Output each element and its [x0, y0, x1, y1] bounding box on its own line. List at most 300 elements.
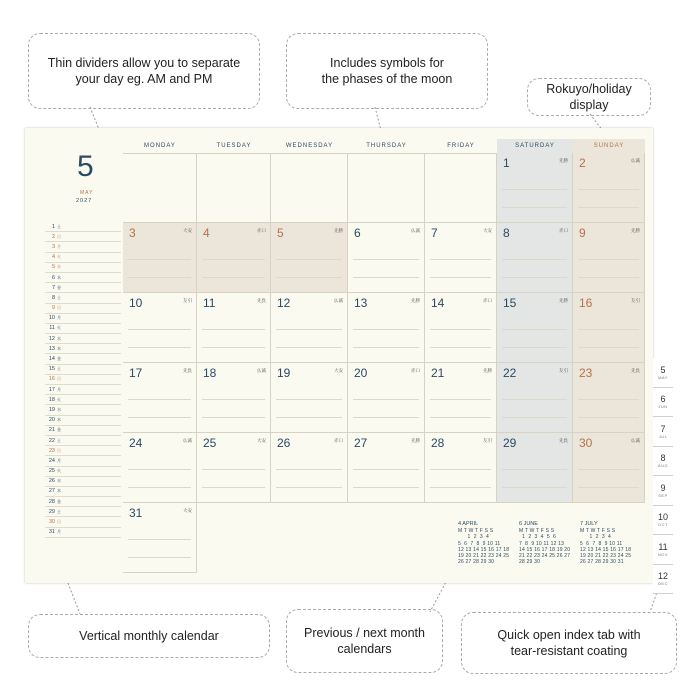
divider-line: [353, 329, 419, 330]
rokuyo-label: 赤口: [411, 368, 420, 373]
divider-line: [276, 417, 342, 418]
day-cell[interactable]: [497, 433, 573, 503]
divider-line: [502, 189, 567, 190]
divider-line: [276, 277, 342, 278]
day-cell[interactable]: [425, 223, 497, 293]
day-cell[interactable]: [573, 363, 645, 433]
index-tab[interactable]: [653, 535, 673, 565]
divider-line: [502, 207, 567, 208]
day-cell[interactable]: [197, 363, 271, 433]
side-day-row: [45, 487, 121, 497]
day-cell[interactable]: [271, 503, 348, 573]
day-number: 2: [579, 156, 586, 170]
side-day-number: 10: [48, 315, 55, 322]
day-cell[interactable]: [197, 293, 271, 363]
divider-line: [578, 347, 639, 348]
callout-index: Quick open index tab with tear-resistant coating: [461, 612, 677, 674]
month-name: MAY: [80, 190, 94, 196]
divider-line: [578, 469, 639, 470]
divider-line: [502, 259, 567, 260]
day-cell[interactable]: [348, 363, 425, 433]
mini-calendar-row: 26 27 28 29 30: [458, 559, 495, 566]
day-number: 10: [129, 296, 143, 310]
rokuyo-label: 赤口: [483, 298, 492, 303]
mini-calendar-row: 7 8 9 10 11 12 13: [519, 540, 565, 547]
mini-calendar-row: M T W T F S S: [580, 528, 616, 534]
mini-calendar-row: 14 15 16 17 18 19 20: [519, 546, 571, 553]
weekday-header-sunday: SUNDAY: [573, 139, 645, 154]
divider-line: [578, 207, 639, 208]
side-day-number: 27: [48, 488, 55, 495]
index-tab[interactable]: [653, 447, 673, 477]
side-day-number: 28: [48, 498, 55, 505]
side-day-row: [45, 273, 121, 283]
rokuyo-label: 赤口: [334, 438, 343, 443]
side-day-row: [45, 263, 121, 273]
divider-line: [353, 347, 419, 348]
day-number: 7: [431, 226, 438, 240]
index-tab-number: 10: [657, 512, 668, 523]
divider-line: [202, 347, 265, 348]
mini-calendar-june: [519, 521, 570, 566]
day-cell[interactable]: [271, 153, 348, 223]
index-tab-month: MAY: [658, 374, 668, 380]
side-day-row: [45, 334, 121, 344]
side-day-number: 19: [48, 406, 55, 413]
divider-line: [128, 329, 191, 330]
day-cell[interactable]: [197, 503, 271, 573]
rokuyo-label: 先勝: [411, 438, 420, 443]
divider-line: [128, 399, 191, 400]
index-tab-month: NOV: [657, 551, 669, 557]
day-cell[interactable]: [573, 293, 645, 363]
rokuyo-label: 友引: [559, 368, 568, 373]
weekday-header-tuesday: TUESDAY: [197, 139, 271, 154]
side-day-row: [45, 395, 121, 405]
divider-line: [502, 399, 567, 400]
callout-dividers: Thin dividers allow you to separate your day eg. AM and PM: [28, 33, 260, 109]
day-cell[interactable]: [271, 223, 348, 293]
side-day-row: [45, 446, 121, 456]
divider-line: [276, 487, 342, 488]
day-number: 28: [431, 436, 445, 450]
divider-line: [578, 329, 639, 330]
day-cell[interactable]: [348, 433, 425, 503]
side-day-number: 15: [48, 366, 55, 373]
divider-line: [430, 487, 491, 488]
divider-line: [128, 469, 191, 470]
index-tab[interactable]: [653, 417, 673, 447]
index-tab-month: DEC: [658, 581, 668, 587]
divider-line: [276, 259, 342, 260]
divider-line: [502, 277, 567, 278]
day-cell[interactable]: [348, 293, 425, 363]
day-cell[interactable]: [425, 293, 497, 363]
side-day-weekday: 月: [57, 243, 61, 249]
day-number: 12: [277, 296, 291, 310]
side-day-weekday: 土: [57, 437, 61, 443]
divider-line: [128, 347, 191, 348]
day-number: 15: [503, 296, 517, 310]
side-day-number: 20: [48, 417, 55, 424]
day-cell[interactable]: [123, 293, 197, 363]
day-number: 26: [277, 436, 291, 450]
rokuyo-label: 先負: [257, 298, 266, 303]
index-tab-month: AUG: [657, 463, 669, 469]
day-number: 21: [431, 366, 445, 380]
rokuyo-label: 大安: [334, 368, 343, 373]
side-day-number: 24: [48, 457, 55, 464]
rokuyo-label: 仏滅: [257, 368, 266, 373]
side-day-row: [45, 222, 121, 232]
side-day-row: [45, 314, 121, 324]
index-tab[interactable]: [653, 565, 673, 595]
divider-line: [276, 399, 342, 400]
divider-line: [430, 417, 491, 418]
side-day-row: [45, 344, 121, 354]
side-day-number: 18: [48, 396, 55, 403]
side-day-row: [45, 405, 121, 415]
side-day-row: [45, 293, 121, 303]
day-number: 5: [277, 226, 284, 240]
rokuyo-label: 先勝: [559, 158, 568, 163]
day-cell[interactable]: [497, 363, 573, 433]
weekday-header-saturday: SATURDAY: [497, 139, 573, 154]
day-cell[interactable]: [348, 503, 425, 573]
day-number: 11: [203, 296, 216, 310]
mini-calendar-row: 1 2 3 4 5 6: [519, 534, 556, 541]
day-cell[interactable]: [348, 153, 425, 223]
rokuyo-label: 赤口: [257, 228, 266, 233]
day-number: 17: [129, 366, 143, 380]
side-day-number: 13: [48, 345, 55, 352]
day-number: 19: [277, 366, 291, 380]
day-cell[interactable]: [425, 433, 497, 503]
index-tab-number: 9: [660, 482, 666, 493]
divider-line: [128, 539, 191, 540]
day-number: 14: [431, 296, 445, 310]
mini-calendar-row: 5 6 7 8 9 10 11: [458, 540, 501, 547]
divider-line: [276, 329, 342, 330]
side-day-number: 25: [48, 468, 55, 475]
divider-line: [202, 277, 265, 278]
day-number: 9: [579, 226, 586, 240]
side-day-row: [45, 354, 121, 364]
divider-line: [202, 487, 265, 488]
divider-line: [430, 277, 491, 278]
rokuyo-label: 友引: [483, 438, 492, 443]
day-cell[interactable]: [425, 153, 497, 223]
side-day-row: [45, 497, 121, 507]
day-cell[interactable]: [573, 223, 645, 293]
divider-line: [578, 277, 639, 278]
rokuyo-label: 大安: [483, 228, 492, 233]
index-tab-number: 11: [658, 541, 668, 552]
divider-line: [430, 469, 491, 470]
side-day-number: 7: [51, 284, 55, 291]
day-cell[interactable]: [123, 503, 197, 573]
divider-line: [202, 399, 265, 400]
index-tab-number: 12: [657, 571, 668, 582]
rokuyo-label: 先勝: [559, 298, 568, 303]
divider-line: [578, 399, 639, 400]
divider-line: [128, 417, 191, 418]
side-day-weekday: 火: [57, 468, 61, 474]
rokuyo-label: 先負: [631, 368, 640, 373]
rokuyo-label: 先負: [183, 368, 192, 373]
side-day-number: 26: [48, 478, 55, 485]
day-number: 31: [129, 506, 143, 520]
side-day-number: 8: [51, 294, 55, 301]
month-number: 5: [77, 150, 94, 183]
day-cell[interactable]: [123, 223, 197, 293]
side-day-row: [45, 385, 121, 395]
day-cell[interactable]: [197, 433, 271, 503]
day-cell[interactable]: [497, 223, 573, 293]
side-day-number: 17: [48, 386, 55, 393]
side-day-number: 29: [48, 508, 55, 515]
rokuyo-label: 先勝: [483, 368, 492, 373]
side-day-weekday: 水: [57, 335, 61, 341]
side-day-number: 23: [48, 447, 55, 454]
day-number: 29: [503, 436, 517, 450]
divider-line: [430, 399, 491, 400]
side-day-weekday: 火: [57, 325, 61, 331]
side-day-weekday: 金: [57, 284, 61, 290]
mini-calendar-row: 26 27 28 29 30 31: [580, 559, 624, 566]
mini-calendar-july: [580, 521, 631, 566]
day-number: 30: [579, 436, 593, 450]
index-tab-month: OCT: [658, 522, 668, 528]
rokuyo-label: 仏滅: [334, 298, 343, 303]
day-cell[interactable]: [271, 363, 348, 433]
index-tab-month: SEP: [658, 492, 668, 498]
rokuyo-label: 友引: [631, 298, 640, 303]
day-number: 6: [354, 226, 361, 240]
divider-line: [502, 347, 567, 348]
divider-line: [353, 399, 419, 400]
side-day-number: 5: [51, 264, 55, 271]
side-day-row: [45, 456, 121, 466]
side-day-weekday: 月: [57, 457, 61, 463]
day-cell[interactable]: [123, 153, 197, 223]
rokuyo-label: 大安: [183, 508, 192, 513]
day-number: 1: [503, 156, 510, 170]
side-day-row: [45, 242, 121, 252]
day-number: 16: [579, 296, 593, 310]
day-number: 27: [354, 436, 368, 450]
index-tab-month: JUL: [658, 433, 668, 439]
day-number: 20: [354, 366, 368, 380]
side-day-number: 9: [51, 305, 55, 312]
day-cell[interactable]: [425, 363, 497, 433]
day-number: 24: [129, 436, 143, 450]
index-tab-number: 8: [660, 453, 666, 464]
mini-calendar-row: 21 22 23 24 25 26 27: [519, 553, 571, 560]
mini-calendar-row: 12 13 14 15 16 17 18: [580, 546, 632, 553]
divider-line: [353, 417, 419, 418]
side-day-number: 14: [48, 356, 55, 363]
side-day-weekday: 月: [57, 529, 61, 535]
side-day-number: 1: [51, 223, 55, 230]
side-day-row: [45, 304, 121, 314]
rokuyo-label: 先勝: [631, 228, 640, 233]
callout-moon: Includes symbols for the phases of the moon: [286, 33, 488, 109]
rokuyo-label: 大安: [257, 438, 266, 443]
divider-line: [353, 277, 419, 278]
rokuyo-label: 仏滅: [183, 438, 192, 443]
divider-line: [128, 277, 191, 278]
side-day-number: 22: [48, 437, 55, 444]
side-day-row: [45, 283, 121, 293]
day-cell[interactable]: [573, 153, 645, 223]
divider-line: [202, 259, 265, 260]
side-day-number: 4: [51, 254, 55, 261]
side-day-row: [45, 253, 121, 263]
weekday-header-friday: FRIDAY: [425, 139, 497, 154]
side-day-row: [45, 507, 121, 517]
divider-line: [353, 487, 419, 488]
divider-line: [202, 417, 265, 418]
side-day-weekday: 火: [57, 396, 61, 402]
callout-prevnext: Previous / next month calendars: [286, 609, 443, 673]
divider-line: [430, 347, 491, 348]
side-day-row: [45, 477, 121, 487]
side-day-row: [45, 416, 121, 426]
divider-line: [276, 347, 342, 348]
side-day-number: 2: [51, 233, 55, 240]
divider-line: [502, 487, 567, 488]
mini-calendar-title: 6 JUNE: [519, 521, 538, 527]
mini-calendar-row: 1 2 3 4: [458, 534, 489, 541]
year-label: 2027: [76, 198, 93, 204]
rokuyo-label: 仏滅: [631, 158, 640, 163]
side-day-row: [45, 426, 121, 436]
side-day-weekday: 日: [57, 305, 61, 311]
mini-calendar-title: 7 JULY: [580, 521, 598, 527]
side-day-weekday: 金: [57, 356, 61, 362]
index-tab-month: JUN: [658, 404, 668, 410]
side-day-weekday: 土: [57, 223, 61, 229]
divider-line: [128, 259, 191, 260]
callout-rokuyo: Rokuyo/holiday display: [527, 78, 651, 116]
vertical-day-list: [45, 222, 121, 538]
day-number: 13: [354, 296, 368, 310]
mini-calendar-row: 1 2 3 4: [580, 534, 611, 541]
day-cell[interactable]: [197, 223, 271, 293]
side-day-row: [45, 436, 121, 446]
side-day-weekday: 木: [57, 417, 61, 423]
side-day-row: [45, 365, 121, 375]
side-day-weekday: 日: [57, 376, 61, 382]
side-day-weekday: 水: [57, 406, 61, 412]
rokuyo-label: 赤口: [559, 228, 568, 233]
divider-line: [578, 259, 639, 260]
day-number: 22: [503, 366, 517, 380]
side-day-weekday: 木: [57, 274, 61, 280]
side-day-number: 6: [51, 274, 55, 281]
divider-line: [578, 417, 639, 418]
mini-calendar-row: M T W T F S S: [458, 528, 494, 534]
callout-vertical: Vertical monthly calendar: [28, 614, 270, 658]
mini-calendar-row: 28 29 30: [519, 559, 541, 566]
mini-calendar-row: M T W T F S S: [519, 528, 555, 534]
divider-line: [202, 469, 265, 470]
index-tab[interactable]: [653, 506, 673, 536]
side-day-weekday: 土: [57, 366, 61, 372]
day-cell[interactable]: [271, 433, 348, 503]
side-day-weekday: 水: [57, 478, 61, 484]
divider-line: [353, 469, 419, 470]
side-day-weekday: 木: [57, 488, 61, 494]
divider-line: [502, 417, 567, 418]
day-number: 25: [203, 436, 217, 450]
side-day-number: 3: [51, 243, 55, 250]
day-number: 3: [129, 226, 136, 240]
rokuyo-label: 仏滅: [411, 228, 420, 233]
rokuyo-label: 仏滅: [631, 438, 640, 443]
divider-line: [502, 329, 567, 330]
divider-line: [128, 487, 191, 488]
rokuyo-label: 先負: [559, 438, 568, 443]
side-day-weekday: 火: [57, 254, 61, 260]
day-cell[interactable]: [497, 293, 573, 363]
side-day-weekday: 土: [57, 294, 61, 300]
weekday-header-wednesday: WEDNESDAY: [271, 139, 348, 154]
rokuyo-label: 先勝: [411, 298, 420, 303]
side-day-weekday: 木: [57, 345, 61, 351]
index-tab-number: 6: [660, 394, 666, 405]
divider-line: [502, 469, 567, 470]
divider-line: [202, 329, 265, 330]
day-number: 8: [503, 226, 510, 240]
day-number: 18: [203, 366, 217, 380]
side-day-row: [45, 375, 121, 385]
day-number: 4: [203, 226, 210, 240]
day-cell[interactable]: [271, 293, 348, 363]
day-cell[interactable]: [197, 153, 271, 223]
divider-line: [430, 329, 491, 330]
divider-line: [128, 557, 191, 558]
side-day-weekday: 日: [57, 447, 61, 453]
index-tab[interactable]: [653, 388, 673, 418]
divider-line: [276, 469, 342, 470]
day-cell[interactable]: [573, 433, 645, 503]
side-day-weekday: 金: [57, 427, 61, 433]
day-cell[interactable]: [348, 223, 425, 293]
rokuyo-label: 大安: [183, 228, 192, 233]
index-tab-number: 7: [660, 423, 666, 434]
side-day-weekday: 土: [57, 508, 61, 514]
side-day-number: 30: [48, 519, 55, 526]
side-day-row: [45, 232, 121, 242]
mini-calendar-row: 19 20 21 22 23 24 25: [580, 553, 632, 560]
side-day-weekday: 日: [57, 233, 61, 239]
mini-calendar-title: 4 APRIL: [458, 521, 479, 527]
side-day-row: [45, 528, 121, 538]
day-cell[interactable]: [123, 433, 197, 503]
day-cell[interactable]: [123, 363, 197, 433]
weekday-header-monday: MONDAY: [123, 139, 197, 154]
divider-line: [353, 259, 419, 260]
day-cell[interactable]: [497, 153, 573, 223]
side-day-weekday: 月: [57, 315, 61, 321]
side-day-weekday: 月: [57, 386, 61, 392]
day-number: 23: [579, 366, 593, 380]
index-tab[interactable]: [653, 476, 673, 506]
side-day-number: 12: [48, 335, 55, 342]
index-tab[interactable]: [653, 358, 673, 388]
